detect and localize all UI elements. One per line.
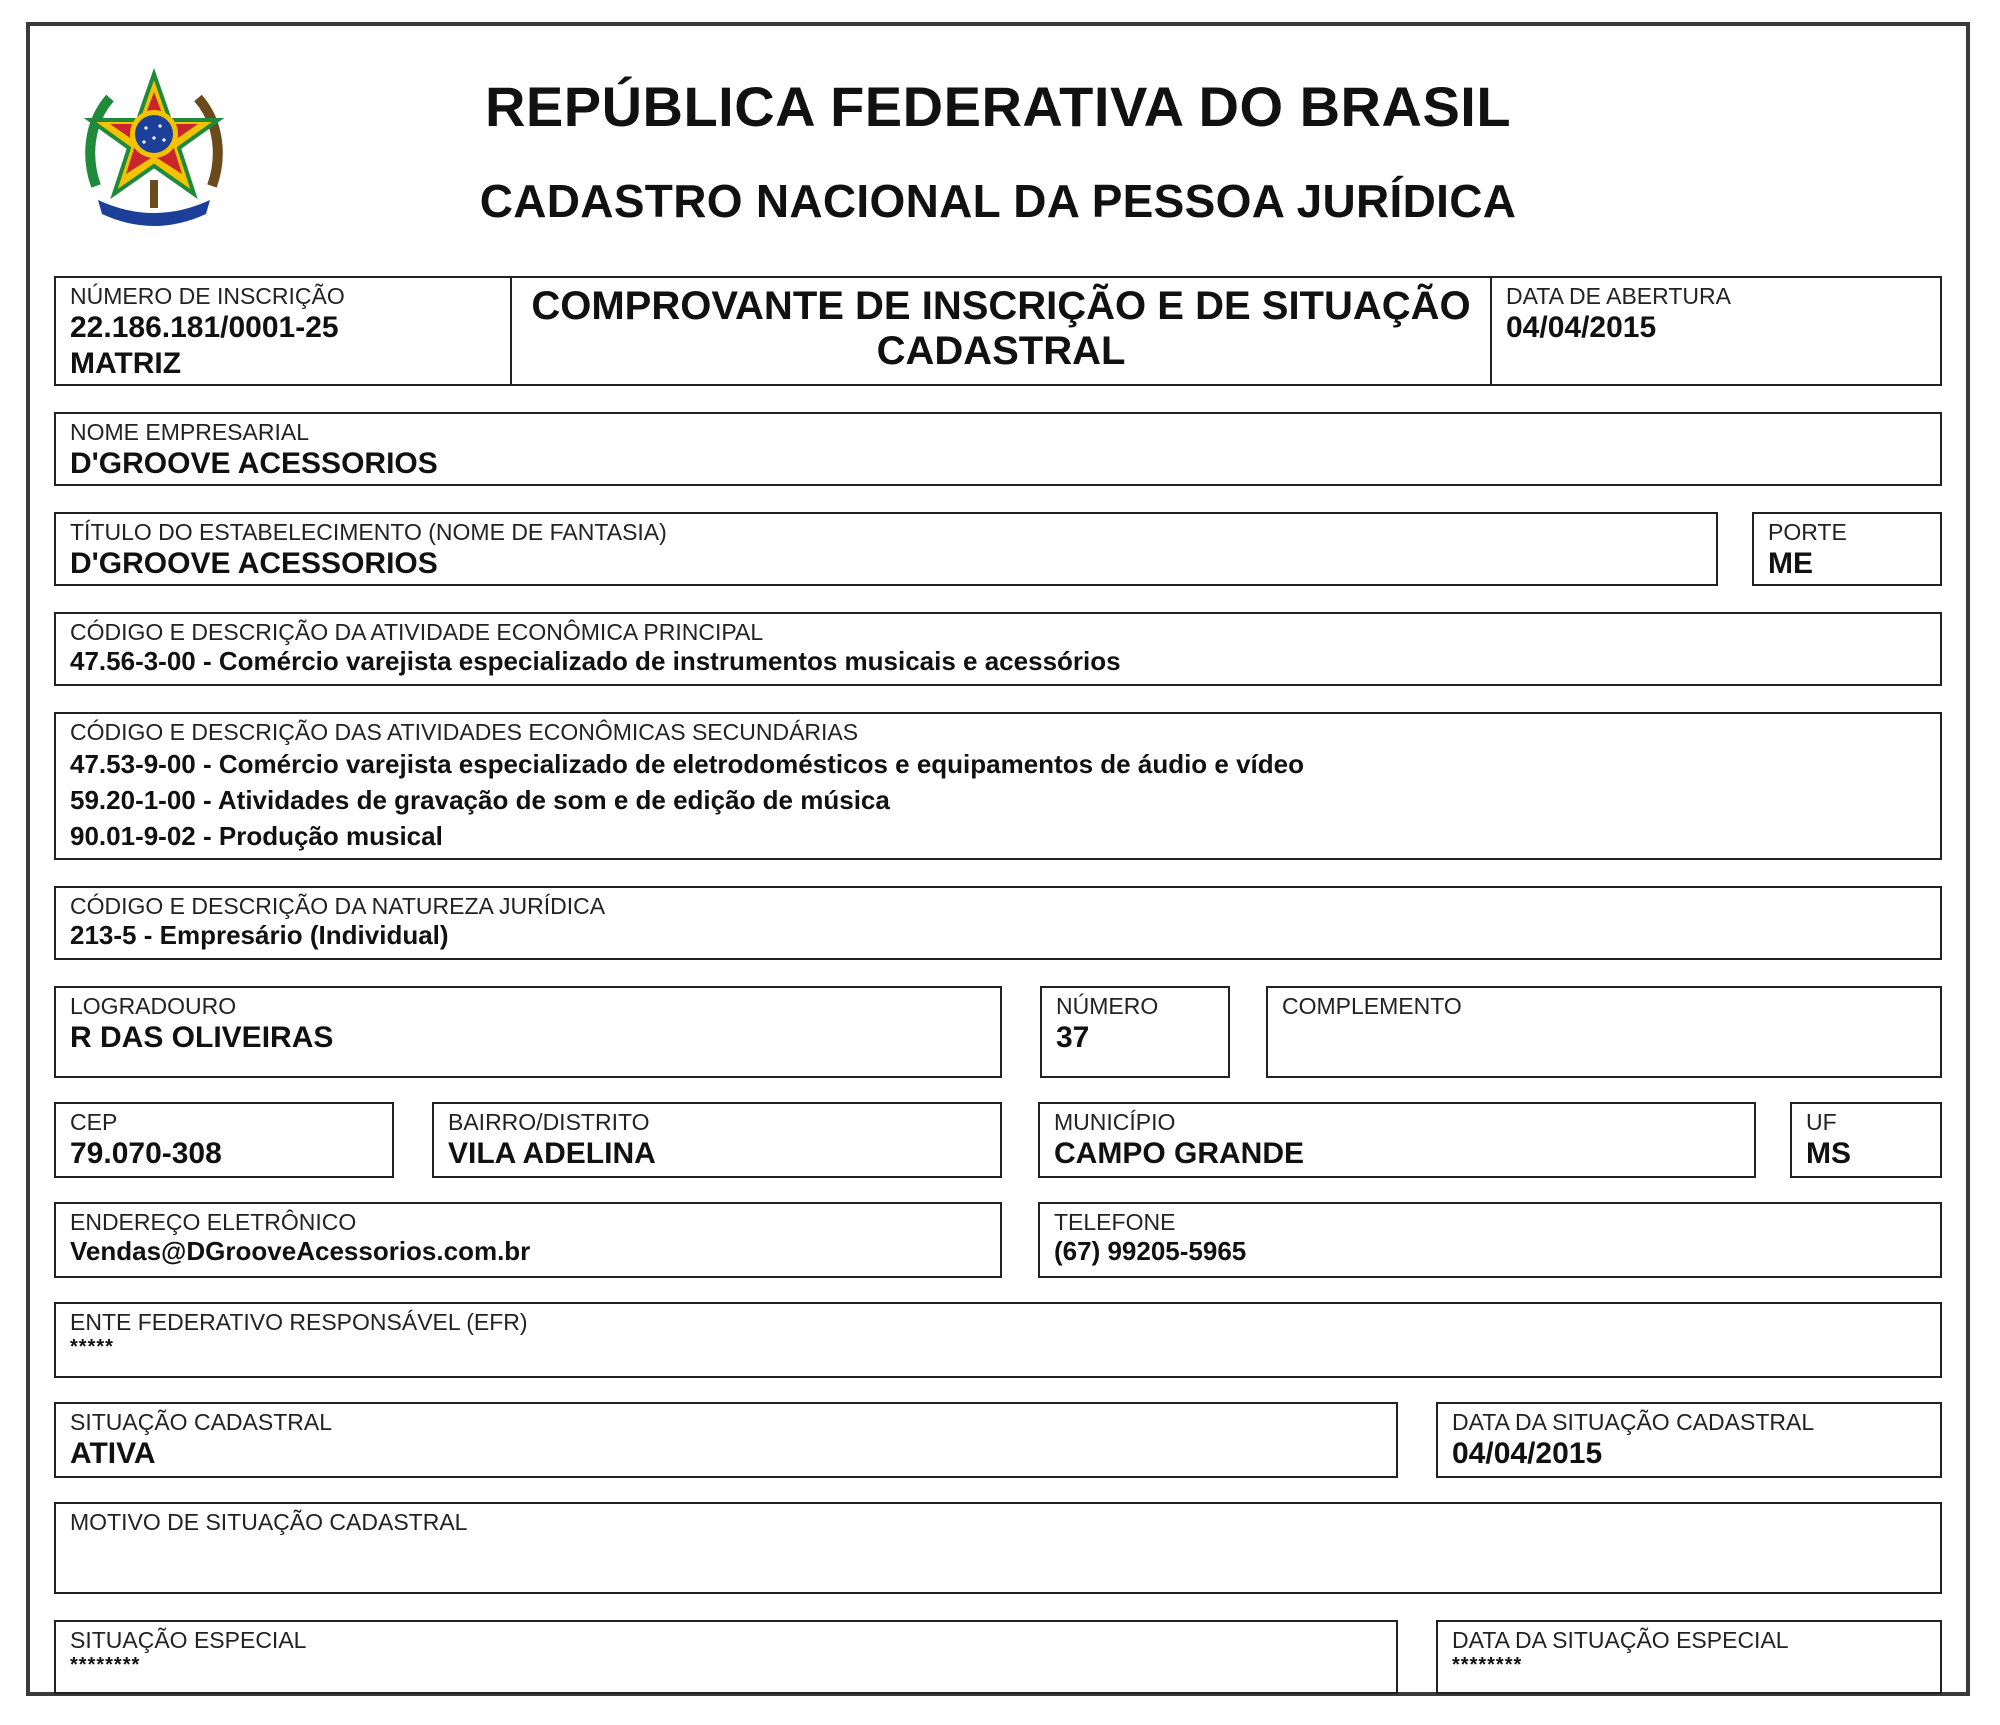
porte-box [1752, 512, 1942, 586]
bairro-box [432, 1102, 1002, 1178]
page-title: REPÚBLICA FEDERATIVA DO BRASIL [484, 75, 1512, 138]
efr-label: ENTE FEDERATIVO RESPONSÁVEL (EFR) [70, 1309, 528, 1335]
email-box [54, 1202, 1002, 1278]
municipio-value: CAMPO GRANDE [1054, 1137, 1305, 1170]
data-situacao-especial-label: DATA DA SITUAÇÃO ESPECIAL [1452, 1627, 1789, 1653]
abertura-label: DATA DE ABERTURA [1506, 283, 1731, 309]
data-situacao-especial-value: ******** [1452, 1654, 1523, 1676]
data-situacao-especial-box [1436, 1620, 1942, 1694]
nome-empresarial-box [54, 412, 1942, 486]
municipio-label: MUNICÍPIO [1054, 1109, 1176, 1135]
nome-empresarial-label: NOME EMPRESARIAL [70, 419, 309, 445]
efr-box [54, 1302, 1942, 1378]
nome-empresarial-value: D'GROOVE ACESSORIOS [70, 447, 438, 480]
atividades-secundarias-label: CÓDIGO E DESCRIÇÃO DAS ATIVIDADES ECONÔMICAS SECUNDÁRIAS [70, 719, 859, 745]
porte-label: PORTE [1768, 519, 1847, 545]
inscricao-type: MATRIZ [70, 347, 182, 380]
natureza-juridica-value: 213-5 - Empresário (Individual) [70, 920, 449, 950]
situacao-especial-label: SITUAÇÃO ESPECIAL [70, 1627, 307, 1653]
logradouro-label: LOGRADOURO [70, 993, 237, 1019]
natureza-juridica-box [54, 886, 1942, 960]
natureza-juridica-label: CÓDIGO E DESCRIÇÃO DA NATUREZA JURÍDICA [70, 893, 606, 919]
situacao-especial-box [54, 1620, 1398, 1694]
comprovante-title-box [510, 276, 1492, 386]
atividades-secundarias-box [54, 712, 1942, 860]
cep-label: CEP [70, 1109, 118, 1135]
comprovante-title-line2: CADASTRAL [876, 329, 1126, 373]
atividade-secundaria-item: 90.01-9-02 - Produção musical [70, 821, 443, 851]
atividade-secundaria-item: 47.53-9-00 - Comércio varejista especializado de eletrodomésticos e equipamentos de áudio e vídeo [70, 749, 1304, 779]
comprovante-title-line1: COMPROVANTE DE INSCRIÇÃO E DE SITUAÇÃO [531, 284, 1471, 328]
uf-label: UF [1806, 1109, 1837, 1135]
abertura-value: 04/04/2015 [1506, 311, 1657, 344]
porte-value: ME [1768, 547, 1813, 580]
logradouro-box [54, 986, 1002, 1078]
situacao-box [54, 1402, 1398, 1478]
uf-value: MS [1806, 1137, 1851, 1170]
email-label: ENDEREÇO ELETRÔNICO [70, 1209, 357, 1235]
fantasia-value: D'GROOVE ACESSORIOS [70, 547, 438, 580]
fantasia-box [54, 512, 1718, 586]
logradouro-value: R DAS OLIVEIRAS [70, 1021, 334, 1054]
atividade-principal-label: CÓDIGO E DESCRIÇÃO DA ATIVIDADE ECONÔMICA PRINCIPAL [70, 619, 764, 645]
cep-box [54, 1102, 394, 1178]
municipio-box [1038, 1102, 1756, 1178]
efr-value: ***** [70, 1336, 114, 1358]
email-value: Vendas@DGrooveAcessorios.com.br [70, 1236, 531, 1266]
numero-box [1040, 986, 1230, 1078]
cnpj-certificate [26, 22, 1970, 1696]
telefone-box [1038, 1202, 1942, 1278]
page-subtitle: CADASTRO NACIONAL DA PESSOA JURÍDICA [479, 175, 1517, 227]
bairro-label: BAIRRO/DISTRITO [448, 1109, 650, 1135]
abertura-box [1490, 276, 1942, 386]
atividade-principal-value: 47.56-3-00 - Comércio varejista especializado de instrumentos musicais e acessórios [70, 646, 1121, 676]
atividade-principal-box [54, 612, 1942, 686]
complemento-box [1266, 986, 1942, 1078]
motivo-box [54, 1502, 1942, 1594]
cep-value: 79.070-308 [70, 1137, 222, 1170]
situacao-label: SITUAÇÃO CADASTRAL [70, 1409, 332, 1435]
numero-value: 37 [1056, 1021, 1090, 1054]
data-situacao-label: DATA DA SITUAÇÃO CADASTRAL [1452, 1409, 1815, 1435]
complemento-label: COMPLEMENTO [1282, 993, 1462, 1019]
inscricao-label: NÚMERO DE INSCRIÇÃO [70, 283, 345, 309]
atividade-secundaria-item: 59.20-1-00 - Atividades de gravação de som e de edição de música [70, 785, 890, 815]
motivo-label: MOTIVO DE SITUAÇÃO CADASTRAL [70, 1509, 468, 1535]
inscricao-box [54, 276, 512, 386]
inscricao-value: 22.186.181/0001-25 [70, 311, 339, 344]
telefone-value: (67) 99205-5965 [1054, 1236, 1247, 1266]
situacao-value: ATIVA [70, 1437, 156, 1470]
telefone-label: TELEFONE [1054, 1209, 1176, 1235]
data-situacao-value: 04/04/2015 [1452, 1437, 1603, 1470]
bairro-value: VILA ADELINA [448, 1137, 656, 1170]
numero-label: NÚMERO [1056, 993, 1159, 1019]
situacao-especial-value: ******** [70, 1654, 141, 1676]
fantasia-label: TÍTULO DO ESTABELECIMENTO (NOME DE FANTASIA) [70, 519, 667, 545]
data-situacao-box [1436, 1402, 1942, 1478]
uf-box [1790, 1102, 1942, 1178]
